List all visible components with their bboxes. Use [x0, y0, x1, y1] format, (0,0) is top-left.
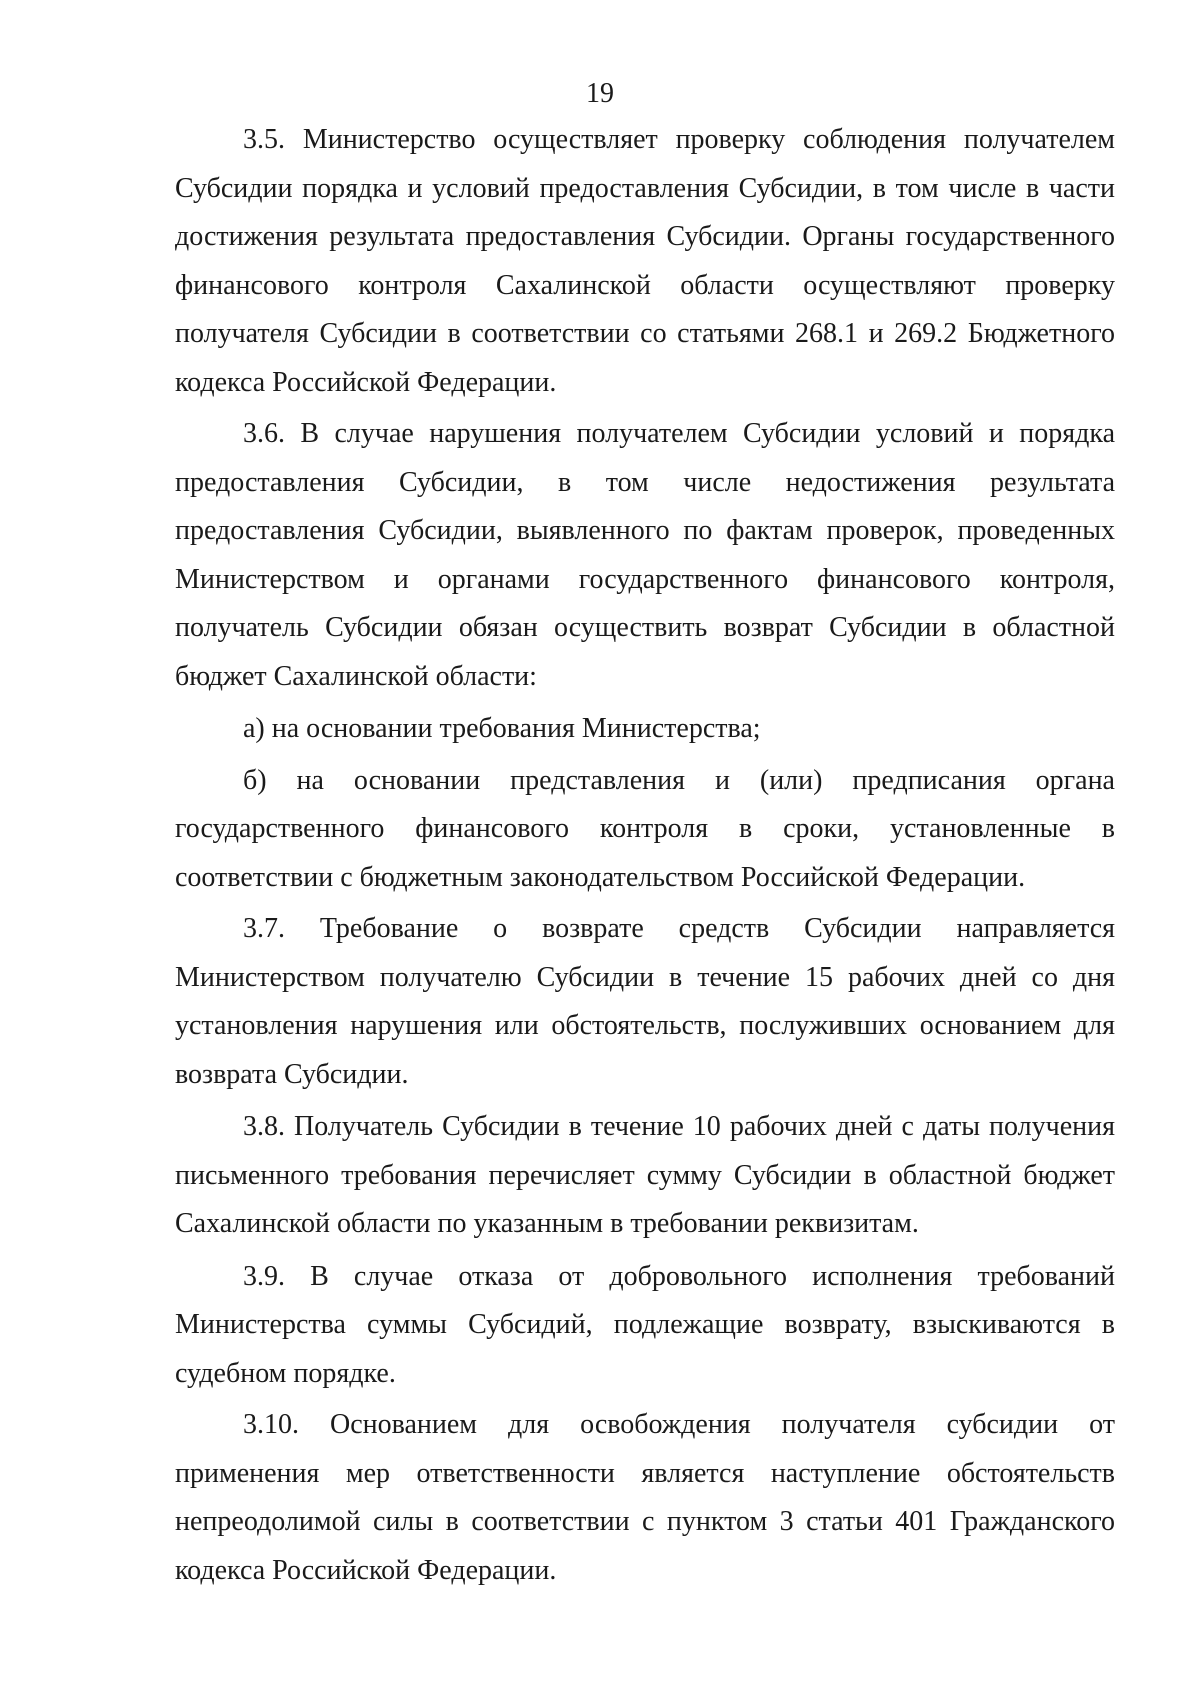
paragraph-3-8: 3.8. Получатель Субсидии в течение 10 рабочих дней с даты получения письменного требования перечисляет сумму Субсидии в областной бюджет Сахалинской области по указанным в требовании реквизитам. [175, 1111, 1115, 1239]
paragraph-3-10: 3.10. Основанием для освобождения получателя субсидии от применения мер ответственности является наступление обстоятельств непреодолимой силы в соответствии с пунктом 3 статьи 401 Гражданского кодекса Российской Федерации. [175, 1409, 1115, 1586]
paragraph-3-5: 3.5. Министерство осуществляет проверку соблюдения получателем Субсидии порядка и условий предоставления Субсидии, в том числе в части достижения результата предоставления Субсидии. Органы государственного финансового контроля Сахалинской области осуществляют проверку получателя Субсидии в соответствии со статьями 268.1 и 269.2 Бюджетного кодекса Российской Федерации. [175, 124, 1115, 398]
paragraph-3-6: 3.6. В случае нарушения получателем Субсидии условий и порядка предоставления Субсидии, в том числе недостижения результата предоставления Субсидии, выявленного по фактам проверок, проведенных Министерством и органами государственного финансового контроля, получатель Субсидии обязан осуществить возврат Субсидии в областной бюджет Сахалинской области: [175, 418, 1115, 692]
page-number: 19 [586, 78, 614, 109]
paragraph-3-6-a: а) на основании требования Министерства; [243, 713, 761, 744]
paragraph-3-6-b: б) на основании представления и (или) предписания органа государственного финансового контроля в сроки, установленные в соответствии с бюджетным законодательством Российской Федерации. [175, 764, 1115, 893]
paragraph-3-9: 3.9. В случае отказа от добровольного исполнения требований Министерства суммы Субсидий, подлежащие возврату, взыскиваются в судебном порядке. [175, 1260, 1115, 1389]
document-body [175, 116, 1115, 1595]
paragraph-3-7: 3.7. Требование о возврате средств Субсидии направляется Министерством получателю Субсидии в течение 15 рабочих дней со дня установления нарушения или обстоятельств, послуживших основанием для возврата Субсидии. [175, 913, 1115, 1090]
